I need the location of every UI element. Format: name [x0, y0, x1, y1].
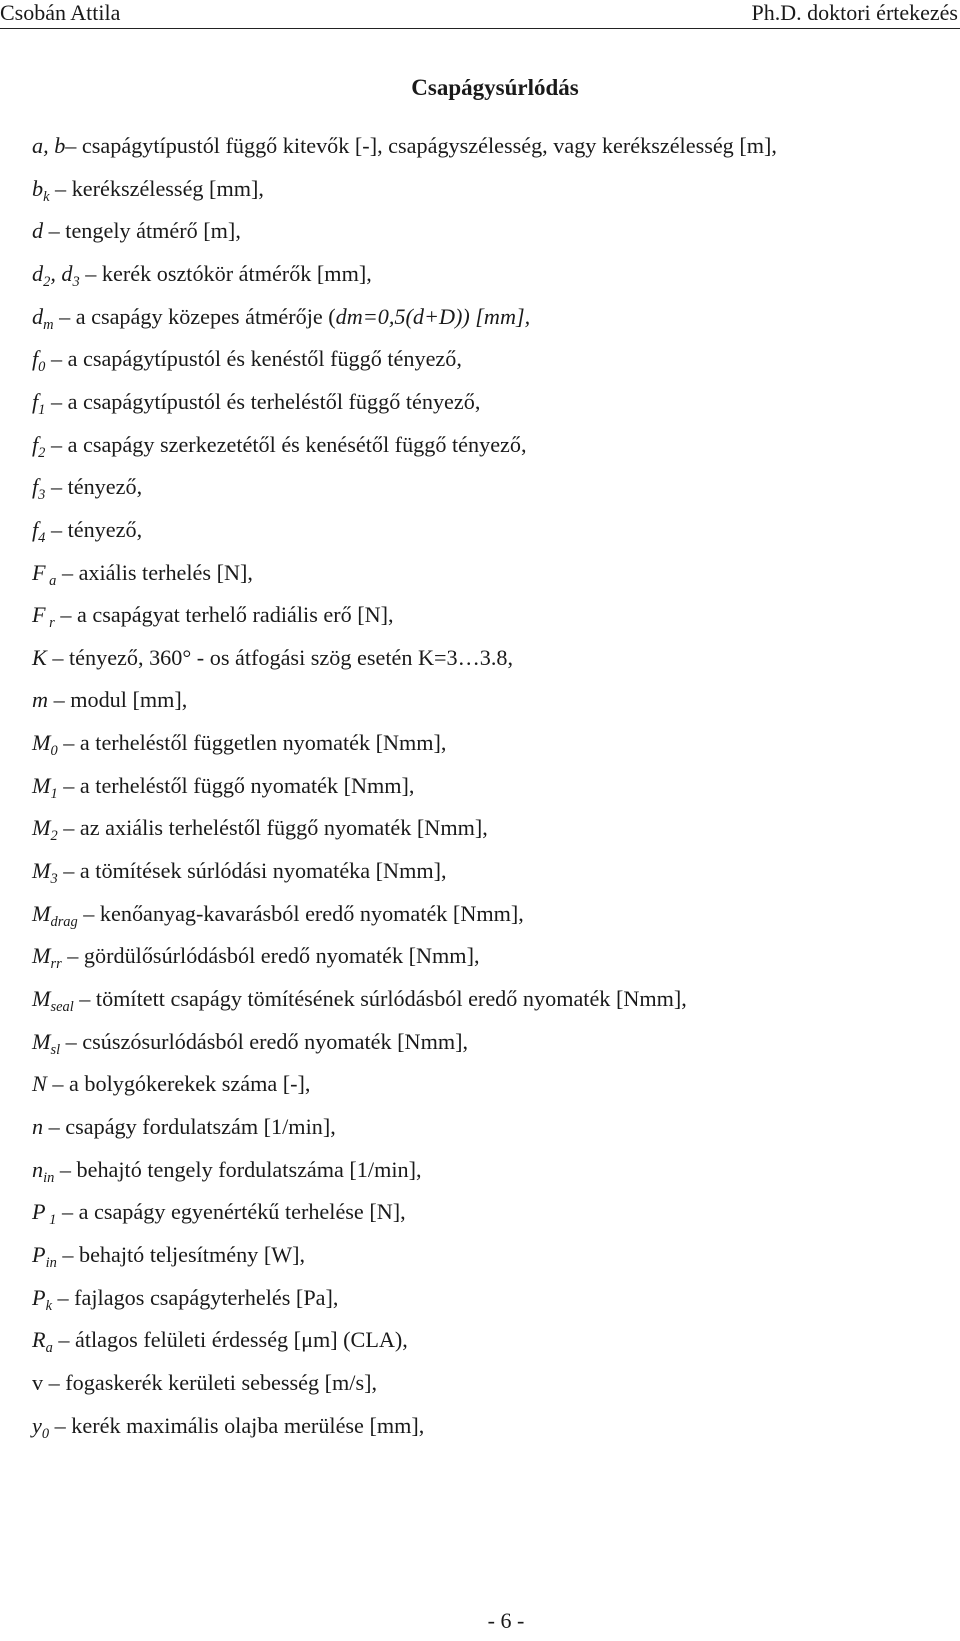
symbol-subscript: in	[43, 1169, 55, 1186]
symbol-definition	[32, 942, 480, 973]
symbol-description: – a bolygókerekek száma [-],	[46, 1071, 311, 1097]
symbol: M	[32, 1028, 51, 1054]
symbol-definition	[32, 345, 462, 376]
symbol: K	[32, 644, 47, 670]
symbol-definition	[32, 1198, 406, 1229]
symbol-subscript: k	[45, 1297, 52, 1314]
symbol-subscript: m	[43, 316, 54, 333]
symbol-description: – csapágy fordulatszám [1/min],	[43, 1113, 336, 1139]
symbol-description: – a terheléstől függő nyomaték [Nmm],	[57, 772, 415, 798]
symbol-description: – modul [mm],	[48, 687, 188, 713]
symbol: M	[32, 772, 51, 798]
symbol: R	[32, 1327, 46, 1353]
symbol-description: – tömített csapágy tömítésének súrlódásból eredő nyomaték [Nmm],	[73, 986, 687, 1011]
symbol-definition	[32, 772, 414, 800]
symbol: P	[32, 1199, 46, 1225]
symbol: v	[32, 1369, 44, 1395]
symbol-subscript: 2	[50, 828, 58, 845]
symbol: f	[32, 474, 39, 500]
symbol: n	[32, 1156, 44, 1182]
symbol-subscript: 1	[38, 401, 46, 418]
page-header	[0, 0, 960, 30]
symbol: f	[32, 346, 39, 372]
symbol: M	[32, 986, 51, 1011]
symbol-description: – a tömítések súrlódási nyomatéka [Nmm],	[57, 858, 447, 884]
symbol-subscript: in	[45, 1254, 57, 1271]
symbol: n	[32, 1113, 44, 1139]
symbol: a, b	[32, 133, 66, 158]
symbol-description: – tényező, 360° - os átfogási szög esetén K=3…3.8,	[46, 644, 514, 670]
symbol-description: – kerék maximális olajba merülése [mm],	[49, 1412, 425, 1438]
symbol: d	[32, 260, 44, 286]
symbol: P	[32, 1284, 46, 1310]
symbol-subscript: 2	[38, 444, 46, 461]
symbol: M	[32, 900, 51, 926]
symbol-definition	[32, 1241, 305, 1269]
symbol-description: – a csapágy egyenértékű terhelése [N],	[56, 1199, 406, 1225]
symbol-subscript: sl	[50, 1041, 61, 1058]
symbol-definition	[32, 985, 687, 1016]
symbol-definition	[32, 1369, 377, 1397]
symbol: d	[32, 218, 44, 244]
symbol-definition	[32, 601, 394, 632]
symbol-description: – axiális terhelés [N],	[56, 559, 253, 585]
symbol-description: – fajlagos csapágyterhelés [Pa],	[51, 1284, 339, 1310]
symbol-description: – tengely átmérő [m],	[43, 218, 241, 244]
symbol-description: – csapágytípustól függő kitevők [-], csapágyszélesség, vagy kerékszélesség [m],	[65, 133, 777, 158]
symbol-subscript: 3	[50, 871, 58, 888]
symbol: M	[32, 730, 51, 756]
symbol-subscript: 3	[38, 487, 46, 504]
symbol-subscript: drag	[50, 913, 78, 930]
symbol-description: – behajtó teljesítmény [W],	[56, 1241, 306, 1267]
symbol-definition	[32, 559, 253, 587]
symbol-subscript: a	[45, 572, 57, 589]
symbol-definition	[32, 217, 241, 245]
thesis-label: Ph.D. doktori értekezés	[751, 0, 958, 25]
symbol-definition	[32, 1113, 336, 1141]
symbol-definition	[32, 814, 488, 845]
symbol: P	[32, 1241, 46, 1267]
symbol-second-subscript: 3	[72, 273, 80, 290]
symbol-definition	[32, 175, 264, 203]
symbol: f	[32, 431, 39, 457]
symbol-description: – tényező,	[45, 474, 143, 500]
symbol-subscript: rr	[50, 956, 62, 973]
symbol-subscript: 1	[45, 1212, 57, 1229]
symbol-definition	[32, 1326, 408, 1357]
symbol-definition	[32, 1284, 338, 1312]
symbol-subscript: 2	[43, 273, 51, 290]
symbol-description: – behajtó tengely fordulatszáma [1/min],	[54, 1156, 422, 1182]
symbol-subscript: 0	[50, 743, 58, 760]
symbol-subscript: a	[45, 1340, 53, 1357]
symbol-definition	[32, 900, 524, 928]
symbol-definition	[32, 473, 143, 504]
symbol: F	[32, 559, 46, 585]
symbol-definition	[32, 686, 187, 714]
symbol-subscript: 4	[38, 529, 46, 546]
symbol-description: – kerékszélesség [mm],	[49, 175, 264, 201]
symbol-definition	[32, 388, 480, 416]
symbol-definition	[32, 516, 142, 544]
symbol-definition	[32, 431, 527, 459]
symbol-definition	[32, 303, 530, 331]
author-name: Csobán Attila	[0, 0, 121, 25]
symbol-subscript: seal	[50, 999, 74, 1016]
symbol-description: – csúszósurlódásból eredő nyomaték [Nmm],	[60, 1028, 469, 1054]
symbol-subscript: 1	[50, 785, 58, 802]
symbol: f	[32, 388, 39, 414]
symbol-subscript: 0	[41, 1425, 50, 1442]
page-number: - 6 -	[487, 1608, 525, 1633]
symbol-description: – a csapágy szerkezetétől és kenésétől függő tényező,	[45, 431, 527, 457]
symbol-definition	[32, 644, 513, 672]
symbol: y	[32, 1412, 42, 1438]
symbol-description: – tényező,	[45, 516, 143, 542]
symbol-definition	[32, 1156, 422, 1184]
symbol-subscript: k	[43, 188, 50, 205]
symbol-definition	[32, 857, 447, 888]
symbol-description: – a csapágy közepes átmérője (	[53, 303, 336, 329]
symbol-definition	[32, 729, 447, 760]
symbol-second: , d	[50, 260, 73, 286]
symbol: m	[32, 687, 49, 713]
symbol-description: – fogaskerék kerületi sebesség [m/s],	[43, 1369, 378, 1395]
symbol: M	[32, 943, 51, 969]
symbol-subscript: r	[45, 615, 55, 632]
symbol: f	[32, 516, 39, 542]
symbol-definition	[32, 132, 777, 160]
symbol: M	[32, 858, 51, 884]
symbol-description: – gördülősúrlódásból eredő nyomaték [Nmm],	[61, 943, 480, 969]
symbol-definition	[32, 260, 372, 288]
symbol-description: – a csapágyat terhelő radiális erő [N],	[54, 602, 394, 628]
symbol-definition	[32, 1412, 424, 1440]
section-title: Csapágysúrlódás	[411, 75, 579, 100]
symbol-description: – a csapágytípustól és kenéstől függő tényező,	[45, 346, 462, 372]
symbol-description: – kerék osztókör átmérők [mm],	[79, 260, 372, 286]
symbol-definition	[32, 1028, 468, 1056]
formula: dm=0,5(d+D)) [mm],	[335, 303, 531, 329]
symbol: M	[32, 815, 51, 841]
symbol: N	[32, 1071, 47, 1097]
symbol-description: – kenőanyag-kavarásból eredő nyomaték [Nmm],	[77, 900, 524, 926]
symbol-definition	[32, 1070, 310, 1098]
header-divider	[0, 28, 960, 29]
symbol-description: – a terheléstől független nyomaték [Nmm],	[57, 730, 447, 756]
symbol-description: – a csapágytípustól és terheléstől függő tényező,	[45, 388, 481, 414]
symbol: b	[32, 175, 44, 201]
symbol-subscript: 0	[38, 359, 46, 376]
symbol-description: – átlagos felületi érdesség [μm] (CLA),	[52, 1327, 408, 1353]
symbol: F	[32, 602, 46, 628]
symbol: d	[32, 303, 44, 329]
symbol-description: – az axiális terheléstől függő nyomaték [Nmm],	[57, 815, 488, 841]
